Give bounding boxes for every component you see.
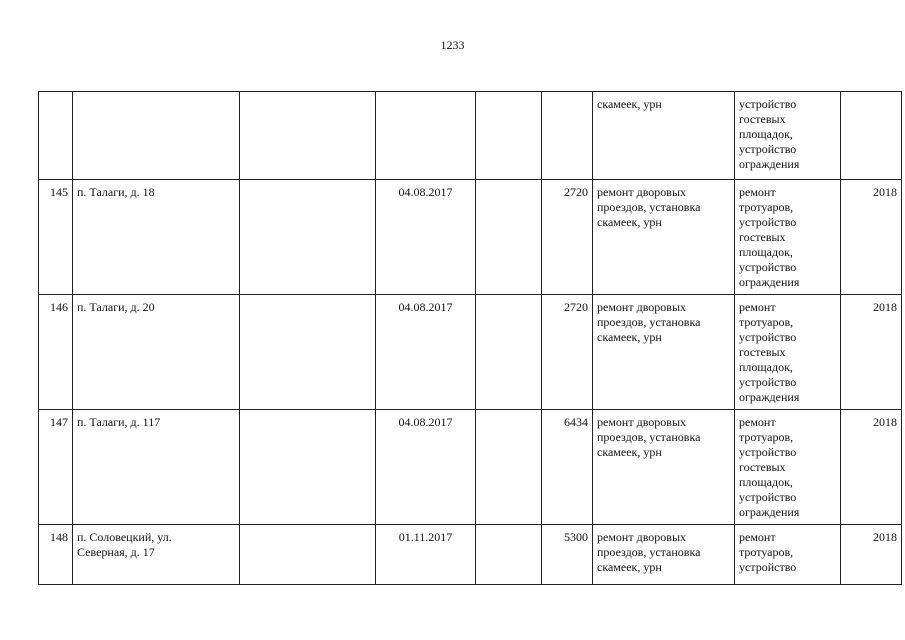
address-cell: п. Талаги, д. 20 [73, 295, 240, 410]
area-cell [542, 92, 593, 180]
yard-works-cell: ремонт дворовых проездов, установка скамеек, урн [593, 410, 735, 525]
extra-works-cell: ремонт тротуаров, устройство гостевых площадок, устройство ограждения [735, 180, 841, 295]
area-cell: 6434 [542, 410, 593, 525]
row-number: 148 [39, 525, 73, 585]
empty-cell [240, 180, 376, 295]
date-cell: 01.11.2017 [376, 525, 476, 585]
table-row [39, 525, 902, 585]
row-number: 145 [39, 180, 73, 295]
registry-table [38, 91, 902, 585]
empty-cell [240, 410, 376, 525]
row-number: 147 [39, 410, 73, 525]
empty-cell [476, 295, 542, 410]
address-cell [73, 92, 240, 180]
date-cell: 04.08.2017 [376, 180, 476, 295]
yard-works-cell: ремонт дворовых проездов, установка скамеек, урн [593, 525, 735, 585]
address-cell: п. Талаги, д. 18 [73, 180, 240, 295]
year-cell: 2018 [841, 410, 902, 525]
yard-works-cell: ремонт дворовых проездов, установка скамеек, урн [593, 180, 735, 295]
empty-cell [476, 92, 542, 180]
area-cell: 2720 [542, 295, 593, 410]
table-row [39, 180, 902, 295]
year-cell: 2018 [841, 180, 902, 295]
year-cell [841, 92, 902, 180]
table-row [39, 295, 902, 410]
empty-cell [476, 180, 542, 295]
extra-works-cell: устройство гостевых площадок, устройство ограждения [735, 92, 841, 180]
row-number [39, 92, 73, 180]
table-row [39, 92, 902, 180]
extra-works-cell: ремонт тротуаров, устройство [735, 525, 841, 585]
date-cell [376, 92, 476, 180]
empty-cell [476, 410, 542, 525]
area-cell: 5300 [542, 525, 593, 585]
year-cell: 2018 [841, 295, 902, 410]
empty-cell [240, 525, 376, 585]
yard-works-cell: скамеек, урн [593, 92, 735, 180]
date-cell: 04.08.2017 [376, 410, 476, 525]
page-number: 1233 [440, 38, 465, 52]
yard-works-cell: ремонт дворовых проездов, установка скамеек, урн [593, 295, 735, 410]
extra-works-cell: ремонт тротуаров, устройство гостевых площадок, устройство ограждения [735, 295, 841, 410]
row-number: 146 [39, 295, 73, 410]
address-cell: п. Соловецкий, ул. Северная, д. 17 [73, 525, 240, 585]
empty-cell [240, 295, 376, 410]
address-cell: п. Талаги, д. 117 [73, 410, 240, 525]
empty-cell [240, 92, 376, 180]
extra-works-cell: ремонт тротуаров, устройство гостевых площадок, устройство ограждения [735, 410, 841, 525]
area-cell: 2720 [542, 180, 593, 295]
empty-cell [476, 525, 542, 585]
year-cell: 2018 [841, 525, 902, 585]
table-row [39, 410, 902, 525]
date-cell: 04.08.2017 [376, 295, 476, 410]
